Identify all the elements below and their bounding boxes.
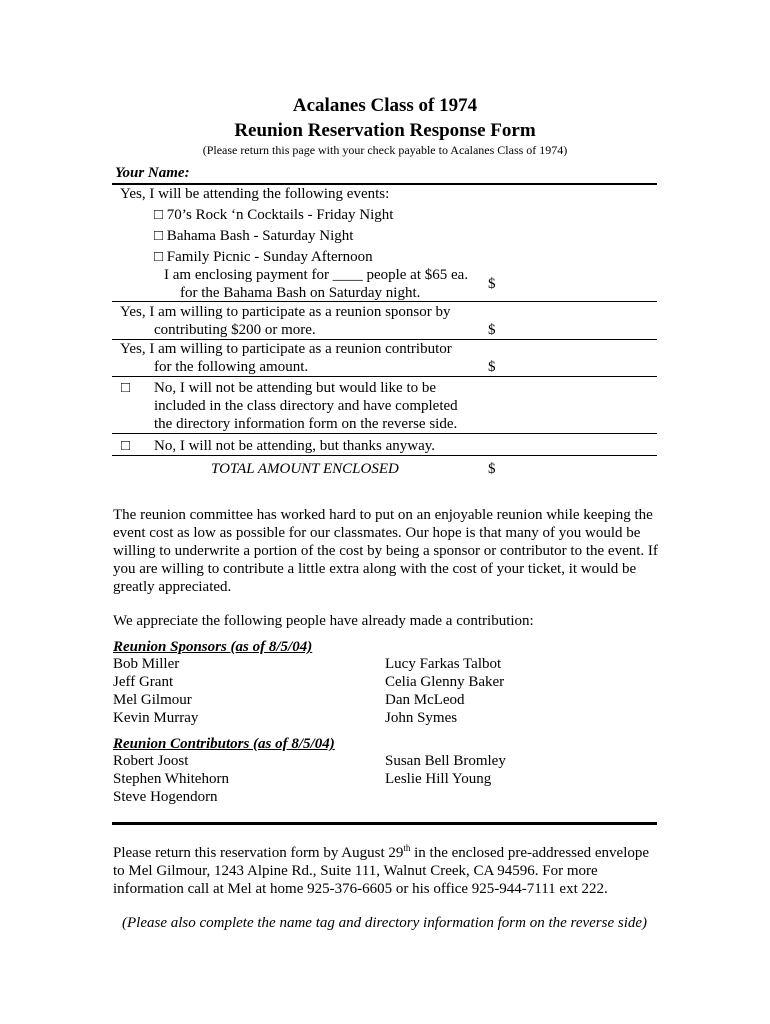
sponsor-line-2: contributing $200 or more. — [154, 322, 316, 338]
your-name-label: Your Name: — [115, 165, 190, 181]
total-amount-field[interactable]: $ — [488, 461, 496, 477]
list-item: Lucy Farkas Talbot — [385, 656, 502, 672]
list-item: Susan Bell Bromley — [385, 753, 506, 769]
return-instructions-line-2: to Mel Gilmour, 1243 Alpine Rd., Suite 111, Walnut Creek, CA 94596. For more — [113, 863, 598, 879]
list-item: Leslie Hill Young — [385, 771, 492, 787]
list-item: Robert Joost — [113, 753, 189, 769]
directory-line-2: included in the class directory and have completed — [154, 398, 458, 414]
section-divider — [112, 822, 657, 825]
event-option-cocktails[interactable]: □ 70’s Rock ‘n Cocktails - Friday Night — [154, 207, 394, 223]
event-option-bahama-bash[interactable]: □ Bahama Bash - Saturday Night — [154, 228, 354, 244]
list-item: Mel Gilmour — [113, 692, 192, 708]
directory-checkbox[interactable]: □ — [121, 380, 131, 396]
divider — [112, 376, 657, 377]
form-title: Reunion Reservation Response Form — [234, 120, 536, 141]
contribution-intro: We appreciate the following people have already made a contribution: — [113, 613, 534, 629]
list-item: Dan McLeod — [385, 692, 465, 708]
form-subtitle: (Please return this page with your check payable to Acalanes Class of 1974) — [202, 143, 568, 157]
list-item: Kevin Murray — [113, 710, 199, 726]
return-instructions-line-3: information call at Mel at home 925-376-6605 or his office 925-944-7111 ext 222. — [113, 881, 608, 897]
payment-line-1: I am enclosing payment for ____ people at $65 ea. — [164, 267, 469, 283]
contributor-line-2: for the following amount. — [154, 359, 309, 375]
attending-intro: Yes, I will be attending the following events: — [120, 186, 390, 202]
return-text: Please return this reservation form by August 29 — [113, 845, 404, 861]
contributors-heading: Reunion Contributors (as of 8/5/04) — [113, 736, 335, 752]
payment-line-2: for the Bahama Bash on Saturday night. — [180, 285, 421, 301]
ordinal-suffix: th — [403, 843, 411, 853]
attending-amount-field[interactable]: $ — [488, 276, 496, 292]
list-item: Jeff Grant — [113, 674, 174, 690]
list-item: Celia Glenny Baker — [385, 674, 505, 690]
list-item: John Symes — [385, 710, 458, 726]
divider — [112, 301, 657, 302]
sponsor-amount-field[interactable]: $ — [488, 322, 496, 338]
list-item: Stephen Whitehorn — [113, 771, 229, 787]
intro-paragraph: The reunion committee has worked hard to put on an enjoyable reunion while keeping the event cost as low as possible for our classmates. Our hope is that many of you would be willing to underwrite a portion of the cost by being a sponsor or contributor to the event. If you are willing to contribute a little extra along with the cost of your ticket, it would be greatly appreciated. — [113, 507, 658, 595]
sponsors-heading: Reunion Sponsors (as of 8/5/04) — [113, 639, 313, 655]
total-label: TOTAL AMOUNT ENCLOSED — [211, 461, 399, 477]
return-text-end: in the enclosed pre-addressed envelope — [410, 845, 650, 861]
reverse-side-note: (Please also complete the name tag and directory information form on the reverse side) — [122, 915, 648, 931]
directory-line-3: the directory information form on the reverse side. — [154, 416, 458, 432]
divider — [112, 455, 657, 456]
event-option-family-picnic[interactable]: □ Family Picnic - Sunday Afternoon — [154, 249, 373, 265]
not-attending-text: No, I will not be attending, but thanks anyway. — [154, 438, 436, 454]
directory-line-1: No, I will not be attending but would like to be — [154, 380, 437, 396]
not-attending-checkbox[interactable]: □ — [121, 438, 131, 454]
list-item: Steve Hogendorn — [113, 789, 218, 805]
return-instructions-line-1 — [113, 845, 649, 862]
divider — [112, 339, 657, 340]
sponsor-line-1: Yes, I am willing to participate as a reunion sponsor by — [120, 304, 451, 320]
list-item: Bob Miller — [113, 656, 180, 672]
divider — [112, 433, 657, 434]
your-name-field[interactable] — [112, 183, 657, 185]
contributor-line-1: Yes, I am willing to participate as a reunion contributor — [120, 341, 452, 357]
page-title: Acalanes Class of 1974 — [292, 95, 478, 116]
contributor-amount-field[interactable]: $ — [488, 359, 496, 375]
